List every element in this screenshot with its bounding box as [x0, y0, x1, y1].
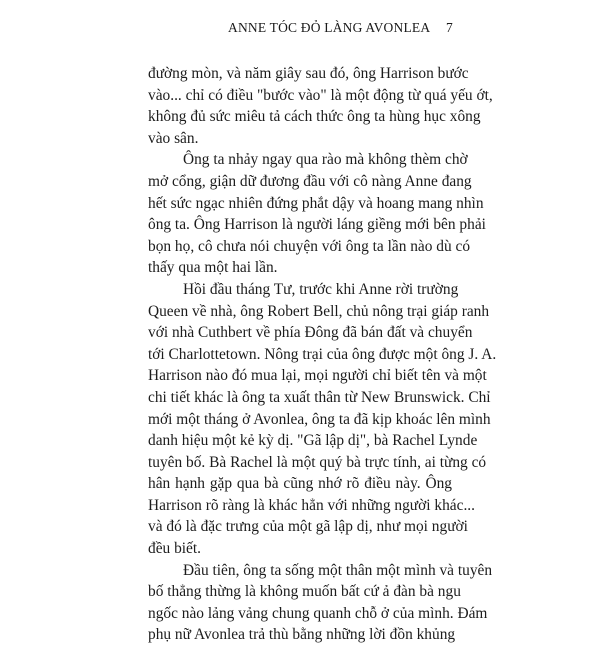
- text-line: chi tiết khác là ông ta xuất thân từ New Brunswick. Chỉ: [148, 388, 491, 406]
- text-line: vào sân.: [148, 129, 199, 147]
- text-line: đều biết.: [148, 540, 201, 558]
- text-line: không đủ sức miêu tả cách thức ông ta hùng hục xông: [148, 108, 481, 126]
- text-line: vào... chỉ có điều "bước vào" là một động từ quá yếu ớt,: [148, 86, 493, 104]
- text-line: Hồi đầu tháng Tư, trước khi Anne rời trường: [183, 280, 459, 298]
- text-line: Đầu tiên, ông ta sống một thân một mình và tuyên: [183, 561, 493, 579]
- text-line: tới Charlottetown. Nông trại của ông được một ông J. A.: [148, 345, 497, 363]
- text-line: Queen về nhà, ông Robert Bell, chủ nông trại giáp ranh: [148, 302, 490, 320]
- text-line: Harrison rõ ràng là khác hẳn với những người khác...: [148, 496, 476, 514]
- text-line: đường mòn, và năm giây sau đó, ông Harrison bước: [148, 65, 469, 82]
- text-line: thấy qua một hai lần.: [148, 259, 278, 277]
- text-line: hân hạnh gặp qua bà cũng nhớ rõ điều này. Ông: [148, 475, 452, 493]
- page-number: 7: [446, 20, 453, 35]
- text-line: mở cổng, giận dữ đương đầu với cô nàng Anne đang: [148, 172, 472, 190]
- text-line: và đó là đặc trưng của một gã lập dị, như mọi người: [148, 518, 468, 536]
- text-line: danh hiệu một kẻ kỳ dị. "Gã lập dị", bà Rachel Lynde: [148, 432, 478, 450]
- text-line: Harrison nào đó mua lại, mọi người chỉ biết tên và một: [148, 367, 487, 385]
- text-line: bố thẳng thừng là không muốn bất cứ ả đàn bà ngu: [148, 583, 461, 601]
- body-text: [148, 63, 497, 646]
- text-line: hết sức ngạc nhiên đứng phắt dậy và hoang mang nhìn: [148, 194, 484, 212]
- text-line: phụ nữ Avonlea trả thù bằng những lời đồn khủng: [148, 626, 456, 644]
- text-line: bọn họ, cô chưa nói chuyện với ông ta lần nào dù có: [148, 237, 471, 255]
- text-line: với nhà Cuthbert về phía Đông đã bán đất và chuyển: [148, 324, 473, 342]
- text-line: Ông ta nhảy ngay qua rào mà không thèm chờ: [183, 151, 468, 169]
- text-line: ngốc nào lảng vảng chung quanh chỗ ở của mình. Đám: [148, 604, 488, 622]
- text-line: tuyên bố. Bà Rachel là một quý bà trực tính, ai từng có: [148, 453, 487, 471]
- text-line: mới một tháng ở Avonlea, ông ta đã kịp khoác lên mình: [148, 410, 491, 428]
- running-header-title: ANNE TÓC ĐỎ LÀNG AVONLEA: [228, 20, 431, 35]
- text-line: ông ta. Ông Harrison là người láng giềng mới bên phải: [148, 216, 486, 234]
